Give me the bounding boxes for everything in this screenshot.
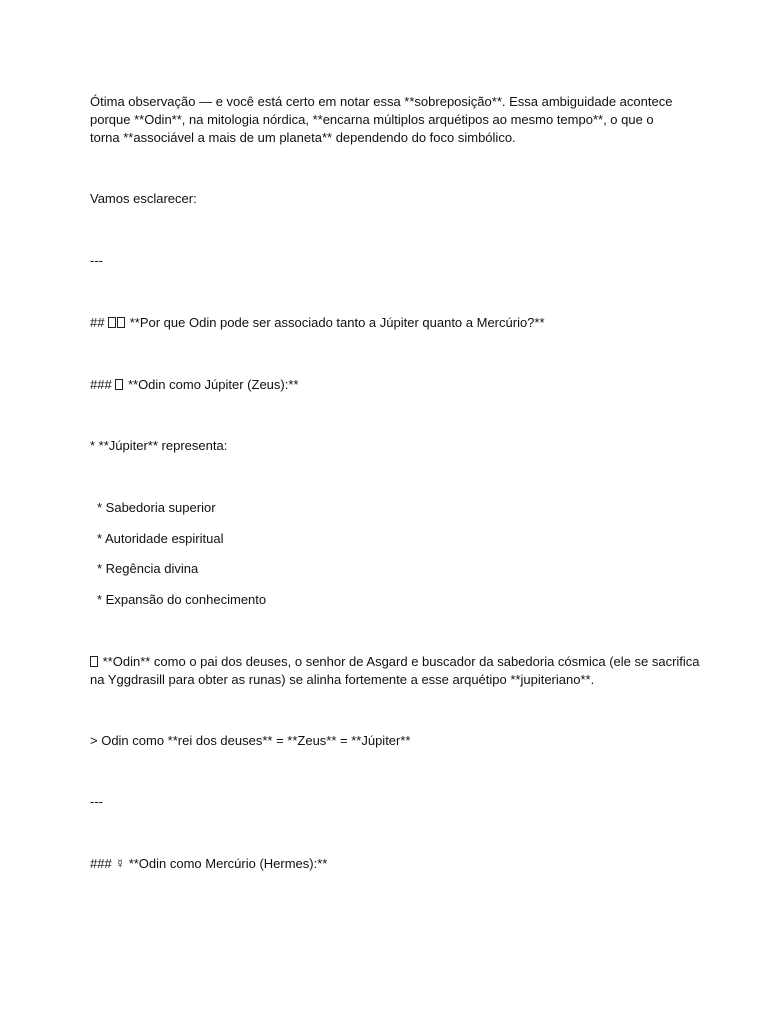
heading-3-jupiter-text: **Odin como Júpiter (Zeus):** xyxy=(127,377,299,392)
heading-3-mercury-prefix: ### ☿ xyxy=(90,856,126,871)
intro-line-1: Ótima observação — e você está certo em notar essa **sobreposição**. Essa ambiguidade acontece xyxy=(90,94,673,109)
separator-1: --- xyxy=(90,253,103,268)
heading-2 xyxy=(90,314,690,332)
odin-para-line-2: na Yggdrasill para obter as runas) se alinha fortemente a esse arquétipo **jupiteriano**. xyxy=(90,672,595,687)
odin-para-line-1 xyxy=(90,653,700,671)
heading-2-prefix: ## xyxy=(90,315,105,330)
separator-2: --- xyxy=(90,794,103,809)
heading-3-jupiter-prefix: ### xyxy=(90,377,112,392)
heading-3-mercury-text: **Odin como Mercúrio (Hermes):** xyxy=(128,856,328,871)
jupiter-list-item: * Autoridade espiritual xyxy=(97,531,224,546)
heading-2-text: **Por que Odin pode ser associado tanto a Júpiter quanto a Mercúrio?** xyxy=(129,315,545,330)
intro-line-2: porque **Odin**, na mitologia nórdica, **encarna múltiplos arquétipos ao mesmo tempo**, o que o xyxy=(90,112,654,127)
heading-3-mercury xyxy=(90,855,690,873)
odin-para-line-1-text: **Odin** como o pai dos deuses, o senhor de Asgard e buscador da sabedoria cósmica (ele se sacrifica xyxy=(102,654,700,669)
clarify-line: Vamos esclarecer: xyxy=(90,191,197,206)
heading-3-jupiter xyxy=(90,376,690,394)
jupiter-list-item: * Expansão do conhecimento xyxy=(97,592,267,607)
quote-line: > Odin como **rei dos deuses** = **Zeus** = **Júpiter** xyxy=(90,733,411,748)
missing-glyph-icon xyxy=(108,315,126,330)
missing-glyph-icon xyxy=(115,377,124,392)
jupiter-list-item: * Regência divina xyxy=(97,561,199,576)
intro-line-3: torna **associável a mais de um planeta** dependendo do foco simbólico. xyxy=(90,130,516,145)
jupiter-list-item: * Sabedoria superior xyxy=(97,500,216,515)
jupiter-represents: * **Júpiter** representa: xyxy=(90,438,228,453)
missing-glyph-icon xyxy=(90,654,99,669)
